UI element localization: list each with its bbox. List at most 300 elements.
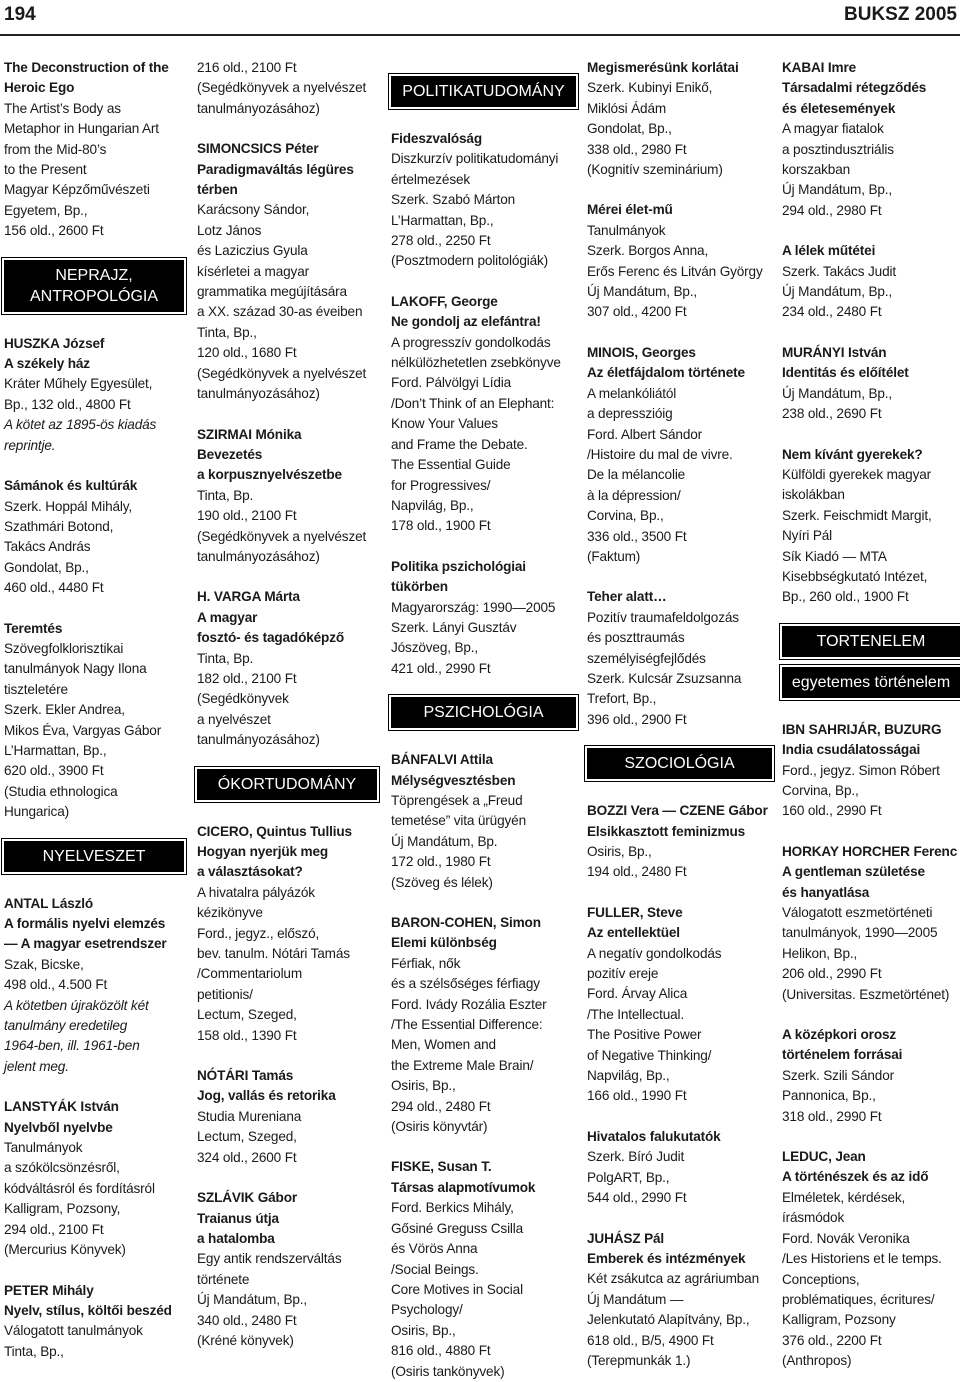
entry-detail-line: iskolákban [782,487,845,503]
entry-detail-line: L’Harmattan, Bp., [4,742,107,758]
entry-detail-line: Trefort, Bp., [587,691,657,707]
entry-title-line: térben [197,182,238,198]
entry-detail-line: petitionis/ [197,986,253,1002]
section-heading [391,76,576,107]
entry-detail-line: (Kréné könyvek) [197,1332,294,1348]
entry-spacer [197,567,377,587]
section-heading [587,748,772,779]
book-entry [4,476,184,598]
entry-detail-line: bev. tanulm. Nótári Tamás [197,946,350,962]
entry-detail-line: for Progressives/ [391,477,491,493]
entry-detail-line: Metaphor in Hungarian Art [4,121,159,137]
entry-spacer [587,323,772,343]
entry-detail-line: Karácsony Sándor, [197,202,310,218]
entry-title-line: Teremtés [4,620,63,636]
entry-spacer [197,405,377,425]
entry-detail-line: Ford., jegyz., előszó, [197,925,320,941]
entry-detail-line: 376 old., 2200 Ft [782,1332,882,1348]
entry-title-line: Elsikkasztott feminizmus [587,823,746,839]
book-entry [782,445,960,608]
book-entry [391,750,576,893]
entry-detail-line: 178 old., 1900 Ft [391,518,491,534]
entry-detail-line: tiszteletére [4,681,68,697]
entry-detail-line: tanulmányok, 1990—2005 [782,925,938,941]
entry-detail-line: és Vörös Anna [391,1241,478,1257]
entry-detail-line: 340 old., 2480 Ft [197,1312,297,1328]
entry-detail-line: nélkülözhetetlen zsebkönyve [391,355,561,371]
entry-title-line: és hanyatlása [782,884,870,900]
entry-detail-line: Ford. Pálvölgyi Lídia [391,375,512,391]
entry-detail-line: /The Essential Difference: [391,1017,543,1033]
book-entry [391,129,576,272]
entry-detail-line: from the Mid-80’s [4,141,107,157]
entry-title-line: Elemi különbség [391,935,497,951]
entry-detail-line: 324 old., 2600 Ft [197,1149,297,1165]
entry-title-line: Ne gondolj az elefántra! [391,314,541,330]
entry-detail-line: Új Mandátum, Bp., [782,182,893,198]
entry-title-line: MINOIS, Georges [587,344,696,360]
entry-note-line: tanulmány eredetileg [4,1018,128,1034]
entry-detail-line: Jelenkutató Alapítvány, Bp., [587,1312,750,1328]
entry-detail-line: Ford. Albert Sándor [587,426,703,442]
book-entry [4,894,184,1078]
entry-title-line: a választásokat? [197,864,303,880]
entry-detail-line: Gősiné Greguss Csilla [391,1220,524,1236]
entry-detail-line: (Mercurius Könyvek) [4,1242,126,1258]
entry-detail-line: Szerk. Bíró Judit [587,1149,685,1165]
entry-detail-line: Diszkurzív politikatudományi [391,151,559,167]
entry-detail-line: Pozitív traumafeldolgozás [587,609,739,625]
entry-detail-line: Férfiak, nők [391,955,461,971]
entry-detail-line: 318 old., 2990 Ft [782,1108,882,1124]
entry-title-line: Az entellektüel [587,925,680,941]
book-entry [4,619,184,823]
entry-detail-line: The Positive Power [587,1027,702,1043]
entry-detail-line: (Terepmunkák 1.) [587,1352,691,1368]
entry-title-line: The Deconstruction of the [4,60,169,75]
entry-title-line: Az életfájdalom története [587,365,745,381]
entry-title-line: LANSTYÁK István [4,1099,119,1115]
entry-detail-line: Szerk. Borgos Anna, [587,243,709,259]
entry-detail-line: értelmezések [391,171,471,187]
entry-detail-line: 160 old., 2990 Ft [782,803,882,819]
section-heading-line: SZOCIOLÓGIA [624,755,735,773]
entry-title-line: A történészek és az idő [782,1169,929,1185]
section-heading [4,841,184,872]
entry-detail-line: Szerk. Ekler Andrea, [4,702,125,718]
section-heading-line: ANTROPOLÓGIA [29,287,159,305]
entry-title-line: Identitás és előítélet [782,365,909,381]
entry-title-line: MURÁNYI István [782,344,887,360]
column-3 [391,58,576,1382]
section-heading-line: POLITIKATUDOMÁNY [402,83,565,100]
entry-note-line: A kötet az 1895-ös kiadás [4,417,157,433]
entry-detail-line: 307 old., 4200 Ft [587,304,687,320]
entry-title-line: LEDUC, Jean [782,1149,866,1165]
section-heading-line: NEPRAJZ, [55,266,133,284]
entry-title-line: Bevezetés [197,446,263,462]
entry-detail-line: Men, Women and [391,1037,496,1053]
entry-detail-line: Töprengések a „Freud [391,792,523,808]
entry-spacer [391,1137,576,1157]
entry-detail-line: 234 old., 2480 Ft [782,304,882,320]
entry-detail-line: Egyetem, Bp., [4,202,88,218]
entry-detail-line: Tinta, Bp. [197,650,254,666]
book-entry [197,1188,377,1351]
column-2 [197,58,377,1351]
entry-note-line: reprintje. [4,437,56,453]
entry-detail-line: (Anthropos) [782,1353,852,1369]
book-entry [782,343,960,425]
entry-spacer [782,1127,960,1147]
entry-detail-line: 182 old., 2100 Ft [197,670,297,686]
entry-spacer [782,221,960,241]
entry-title-line: Jog, vallás és retorika [197,1088,336,1104]
entry-title-line: JUHÁSZ Pál [587,1230,665,1246]
entry-detail-line: problématiques, écritures/ [782,1291,935,1307]
entry-title-line: SIMONCSICS Péter [197,141,319,157]
entry-detail-line: Szerk. Szabó Márton [391,192,516,208]
entry-detail-line: to the Present [4,162,87,178]
entry-detail-line: Új Mandátum, Bp. [391,833,498,849]
entry-detail-line: tanulmányozásához) [197,548,320,564]
entry-detail-line: Ford. Ivády Rozália Eszter [391,996,547,1012]
entry-title-line: tükörben [391,579,448,595]
book-entry [782,241,960,323]
entry-title-line: KABAI Imre [782,60,857,75]
book-entry [587,903,772,1107]
entry-detail-line: of Negative Thinking/ [587,1047,712,1063]
entry-detail-line: 238 old., 2690 Ft [782,406,882,422]
entry-detail-line: Magyarország: 1990—2005 [391,599,556,615]
entry-title-line: történelem forrásai [782,1047,903,1063]
entry-spacer [197,1168,377,1188]
entry-detail-line: Új Mandátum, Bp., [782,284,893,300]
entry-title-line: A gentleman születése [782,864,925,880]
header-rule [0,34,960,36]
entry-detail-line: Hungarica) [4,804,69,820]
entry-detail-line: (Universitas. Eszmetörténet) [782,986,950,1002]
entry-title-line: A középkori orosz [782,1027,897,1043]
entry-title-line: India csudálatosságai [782,742,921,758]
entry-detail-line: Corvina, Bp., [782,782,859,798]
book-entry [782,58,960,221]
entry-detail-line: 216 old., 2100 Ft [197,60,297,75]
entry-detail-line: és poszttraumás [587,630,685,646]
entry-title-line: BÁNFALVI Attila [391,752,493,768]
entry-detail-line: Tanulmányok [587,222,666,238]
entry-detail-line: 166 old., 1990 Ft [587,1088,687,1104]
entry-detail-line: Osiris, Bp., [391,1322,456,1338]
entry-detail-line: (Osiris tankönyvek) [391,1363,505,1379]
entry-detail-line: Elméletek, kérdések, [782,1189,906,1205]
entry-detail-line: 294 old., 2980 Ft [782,202,882,218]
entry-detail-line: 158 old., 1390 Ft [197,1027,297,1043]
entry-note-line: A kötetben újraközölt két [4,997,149,1013]
book-entry [587,343,772,567]
entry-detail-line: (Posztmodern politológiák) [391,253,549,269]
book-entry [782,842,960,1005]
entry-detail-line: Szathmári Botond, [4,518,114,534]
entry-detail-line: története [197,1271,250,1287]
book-entry [587,58,772,180]
entry-detail-line: 544 old., 2990 Ft [587,1190,687,1206]
entry-detail-line: Lectum, Szeged, [197,1007,297,1023]
entry-detail-line: és a szélsőséges férfiagy [391,976,540,992]
entry-detail-line: Conceptions, [782,1271,860,1287]
entry-detail-line: Jószöveg, Bp., [391,640,479,656]
book-entry [782,1147,960,1371]
section-heading-line: egyetemes történelem [791,673,951,691]
book-entry [587,587,772,730]
entry-title-line: Megismerésünk korlátai [587,60,739,75]
entry-detail-line: Miklósi Ádám [587,100,667,116]
entry-title-line: és életesemények [782,100,896,116]
entry-detail-line: Studia Mureniana [197,1108,302,1124]
entry-detail-line: Szerk. Kulcsár Zsuzsanna [587,670,742,686]
column-1 [4,58,184,1362]
book-entry [4,1097,184,1260]
entry-detail-line: 190 old., 2100 Ft [197,508,297,524]
entry-detail-line: 194 old., 2480 Ft [587,864,687,880]
entry-detail-line: A magyar fiatalok [782,121,884,137]
entry-detail-line: 206 old., 2990 Ft [782,966,882,982]
entry-detail-line: Osiris, Bp., [391,1078,456,1094]
entry-title-line: Mélységvesztésben [391,772,516,788]
entry-detail-line: a posztindusztriális [782,141,894,157]
entry-title-line: Hivatalos falukutatók [587,1128,721,1144]
entry-detail-line: /Don’t Think of an Elephant: [391,395,555,411]
entry-detail-line: Sík Kiadó — MTA [782,548,887,564]
entry-title-line: Sámánok és kultúrák [4,478,138,494]
entry-detail-line: 120 old., 1680 Ft [197,345,297,361]
entry-detail-line: 421 old., 2990 Ft [391,660,491,676]
entry-detail-line: Lectum, Szeged, [197,1129,297,1145]
entry-detail-line: Bp., 260 old., 1900 Ft [782,589,909,605]
entry-detail-line: (Szöveg és lélek) [391,874,493,890]
entry-detail-line: tanulmányok Nagy Ilona [4,661,147,677]
entry-title-line: A székely ház [4,356,90,372]
entry-title-line: Nyelvből nyelvbe [4,1119,113,1135]
entry-detail-line: Takács András [4,539,91,555]
entry-title-line: SZIRMAI Mónika [197,426,302,442]
entry-detail-line: /Histoire du mal de vivre. [587,446,733,462]
entry-detail-line: 278 old., 2250 Ft [391,233,491,249]
entry-detail-line: Szerk. Hoppál Mihály, [4,498,133,514]
entry-title-line: FISKE, Susan T. [391,1159,492,1175]
entry-title-line: IBN SAHRIJÁR, BUZURG [782,721,942,737]
entry-spacer [391,537,576,557]
entry-detail-line: (Osiris könyvtár) [391,1119,488,1135]
entry-detail-line: Két zsákutca az agráriumban [587,1271,760,1287]
entry-detail-line: Szerk. Kubinyi Enikő, [587,80,713,96]
book-entry [782,720,960,822]
book-entry [391,1157,576,1381]
entry-title-line: Teher alatt… [587,589,667,605]
entry-detail-line: Psychology/ [391,1302,463,1318]
entry-title-line: Nyelv, stílus, költői beszéd [4,1302,172,1318]
entry-detail-line: The Essential Guide [391,457,511,473]
entry-detail-line: (Segédkönyvek [197,691,289,707]
book-entry [197,1066,377,1168]
book-entry [391,913,576,1137]
entry-detail-line: Osiris, Bp., [587,844,652,859]
book-entry [391,292,576,537]
column-5 [782,58,960,1372]
entry-detail-line: Válogatott eszmetörténeti [782,905,933,920]
entry-detail-line: à la dépression/ [587,487,681,503]
entry-detail-line: Tinta, Bp., [197,324,257,340]
entry-spacer [587,1107,772,1127]
book-entry [197,139,377,404]
entry-spacer [587,180,772,200]
entry-detail-line: Helikon, Bp., [782,945,858,961]
entry-title-line: BOZZI Vera — CZENE Gábor [587,803,768,819]
entry-detail-line: Egy antik rendszerváltás [197,1251,342,1267]
entry-detail-line: Nyíri Pál [782,528,833,544]
book-entry [782,1025,960,1127]
entry-detail-line: Ford., jegyz. Simon Róbert [782,762,940,778]
entry-title-line: a korpusznyelvészetbe [197,467,342,483]
book-entry [4,1281,184,1363]
book-entry [197,822,377,1046]
entry-detail-line: (Segédkönyvek a nyelvészet [197,365,367,381]
entry-detail-line: Külföldi gyerekek magyar [782,466,932,482]
entry-detail-line: Bp., 132 old., 4800 Ft [4,396,131,412]
entry-title-line: Hogyan nyerjük meg [197,844,329,859]
entry-detail-line: Válogatott tanulmányok [4,1323,143,1339]
entry-title-line: Fideszvalóság [391,131,482,146]
entry-title-line: ANTAL László [4,895,94,911]
entry-title-line: A formális nyelvi elemzés [4,916,166,931]
book-entry [587,200,772,322]
entry-spacer [782,323,960,343]
entry-spacer [391,272,576,292]
book-entry [4,334,184,456]
entry-spacer [4,1261,184,1281]
entry-title-line: Emberek és intézmények [587,1250,746,1266]
entry-spacer [391,893,576,913]
book-entry [587,801,772,883]
entry-detail-line: A hivatalra pályázók [197,884,315,900]
entry-detail-line: 156 old., 2600 Ft [4,223,104,239]
entry-detail-line: a nyelvészet [197,711,271,727]
entry-detail-line: Szövegfolklorisztikai [4,640,124,656]
entry-detail-line: 618 old., B/5, 4900 Ft [587,1332,714,1348]
entry-title-line: — A magyar esetrendszer [4,936,167,952]
page-number: 194 [4,4,36,25]
entry-detail-line: Kalligram, Pozsony, [4,1201,121,1217]
entry-title-line: A lélek műtétei [782,243,876,259]
entry-detail-line: Napvilág, Bp., [587,1068,670,1084]
entry-detail-line: 620 old., 3900 Ft [4,763,104,779]
book-entry [587,1229,772,1372]
entry-detail-line: Gondolat, Bp., [4,559,89,575]
entry-detail-line: Szak, Bicske, [4,956,84,972]
entry-detail-line: a depresszióig [587,406,673,422]
section-heading-line: ÓKORTUDOMÁNY [217,775,357,793]
entry-detail-line: Know Your Values [391,416,498,432]
entry-detail-line: Napvilág, Bp., [391,497,474,513]
entry-title-line: PETER Mihály [4,1282,94,1298]
column-4 [587,58,772,1371]
entry-detail-line: A melankóliától [587,385,677,401]
entry-detail-line: Kisebbségkutató Intézet, [782,568,928,584]
entry-detail-line: a szókölcsönzésről, [4,1160,120,1176]
entry-detail-line: kísérletei a magyar [197,263,309,279]
entry-spacer [587,883,772,903]
section-heading [782,667,960,698]
entry-detail-line: 172 old., 1980 Ft [391,854,491,870]
entry-detail-line: 294 old., 2100 Ft [4,1221,104,1237]
entry-detail-line: 498 old., 4.500 Ft [4,977,108,993]
entry-title-line: Traianus útja [197,1210,279,1226]
entry-title-line: A magyar [197,609,258,625]
entry-detail-line: The Artist’s Body as [4,100,121,116]
entry-spacer [4,456,184,476]
entry-detail-line: /Les Historiens et le temps. [782,1251,942,1267]
entry-detail-line: Tinta, Bp. [197,487,254,503]
entry-detail-line: A negatív gondolkodás [587,945,722,961]
entry-detail-line: és Laziczius Gyula [197,243,308,259]
entry-title-line: Társas alapmotívumok [391,1179,536,1195]
entry-spacer [197,1046,377,1066]
entry-spacer [4,1077,184,1097]
entry-detail-line: 294 old., 2480 Ft [391,1098,491,1114]
entry-spacer [197,119,377,139]
entry-detail-line: tanulmányozásához) [197,732,320,748]
entry-detail-line: a XX. század 30-as éveiben [197,304,363,320]
magazine-title: BUKSZ 2005 [844,4,957,25]
entry-title-line: BARON-COHEN, Simon [391,915,541,930]
entry-detail-line: Pannonica, Bp., [782,1088,876,1104]
entry-detail-line: személyiségfejlődés [587,650,706,666]
entry-detail-line: Mikos Éva, Vargyas Gábor [4,722,162,738]
entry-detail-line: (Kognitív szeminárium) [587,162,723,178]
entry-spacer [587,1209,772,1229]
entry-detail-line: 338 old., 2980 Ft [587,141,687,157]
entry-spacer [4,599,184,619]
section-heading-line: PSZICHOLÓGIA [423,704,544,722]
book-entry [391,557,576,679]
entry-detail-line: írásmódok [782,1210,845,1226]
entry-detail-line: kódváltásról és fordításról [4,1180,155,1196]
entry-detail-line: Ford. Árvay Alica [587,986,688,1002]
entry-detail-line: A progresszív gondolkodás [391,334,551,350]
entry-title-line: LAKOFF, George [391,293,498,309]
entry-detail-line: (Segédkönyvek a nyelvészet [197,80,367,96]
entry-detail-line: the Extreme Male Brain/ [391,1057,534,1073]
entry-detail-line: Új Mandátum — [587,1291,684,1307]
entry-note-line: 1964-ben, ill. 1961-ben [4,1038,140,1054]
entry-detail-line: tanulmányozásához) [197,386,320,402]
entry-detail-line: Tanulmányok [4,1140,83,1156]
entry-title-line: Heroic Ego [4,80,75,96]
entry-note-line: jelent meg. [4,1058,69,1074]
entry-detail-line: Szerk. Szili Sándor [782,1067,894,1083]
entry-detail-line: Core Motives in Social [391,1281,523,1297]
entry-detail-line: 816 old., 4880 Ft [391,1343,491,1359]
entry-title-line: HUSZKA József [4,335,105,351]
entry-detail-line: Kalligram, Pozsony [782,1312,896,1328]
entry-detail-line: /Commentariolum [197,966,303,982]
entry-detail-line: De la mélancolie [587,467,686,483]
entry-title-line: HORKAY HORCHER Ferenc [782,843,958,859]
entry-detail-line: kézikönyve [197,905,263,921]
entry-detail-line: Szerk. Takács Judit [782,263,897,279]
book-entry [197,425,377,568]
entry-detail-line: Szerk. Feischmidt Margit, [782,507,932,523]
